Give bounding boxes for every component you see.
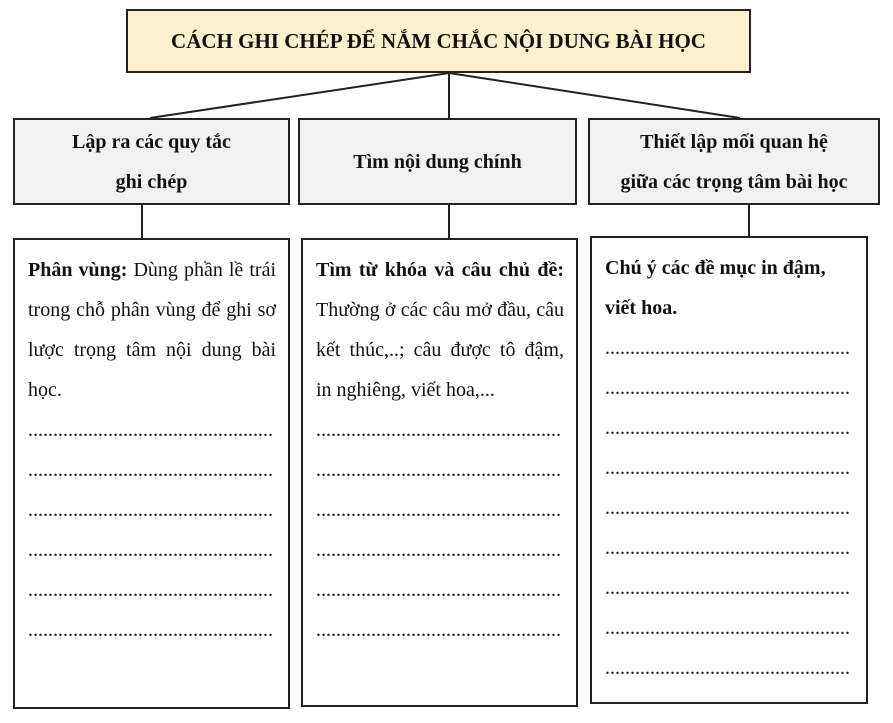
body-3-bold: Chú ý các đề mục in đậm, viết hoa.	[605, 257, 826, 319]
diagram-title: CÁCH GHI CHÉP ĐỂ NẮM CHẮC NỘI DUNG BÀI HỌC	[126, 9, 751, 73]
dotted-line: .................................................	[316, 619, 561, 641]
dotted-line: .................................................	[28, 579, 273, 601]
body-1-text	[28, 250, 276, 410]
dotted-line: .................................................	[605, 377, 850, 399]
dotted-line: .................................................	[605, 537, 850, 559]
body-box-2	[301, 238, 578, 707]
heading-3-line-1: Thiết lập mối quan hệ	[640, 130, 828, 153]
dotted-line: .................................................	[28, 499, 273, 521]
dotted-line: .................................................	[316, 539, 561, 561]
body-3-text	[605, 248, 854, 328]
heading-3-line-2: giữa các trọng tâm bài học	[620, 170, 848, 193]
dotted-line: .................................................	[605, 617, 850, 639]
dotted-line: .................................................	[316, 499, 561, 521]
dotted-line: .................................................	[28, 539, 273, 561]
heading-box-3	[588, 118, 880, 205]
dotted-line: .................................................	[605, 657, 850, 679]
dotted-line: .................................................	[605, 577, 850, 599]
body-box-3	[590, 236, 868, 704]
body-2-normal: Thường ở các câu mở đầu, câu kết thúc,..; câu được tô đậm, in nghiêng, viết hoa,...	[316, 299, 564, 401]
heading-2-line-1: Tìm nội dung chính	[353, 150, 522, 173]
body-1-dotted-lines	[28, 410, 276, 650]
heading-box-1	[13, 118, 290, 205]
body-1-bold: Phân vùng:	[28, 259, 128, 281]
heading-box-2	[298, 118, 577, 205]
body-2-bold: Tìm từ khóa và câu chủ đề:	[316, 259, 564, 281]
dotted-line: .................................................	[28, 419, 273, 441]
body-1-normal: Dùng phần lề trái trong chỗ phân vùng để ghi sơ lược trọng tâm nội dung bài học.	[28, 259, 277, 401]
heading-1-line-2: ghi chép	[115, 170, 188, 193]
body-2-dotted-lines	[316, 410, 564, 650]
dotted-line: .................................................	[316, 419, 561, 441]
body-3-dotted-lines	[605, 328, 854, 688]
heading-1-line-1: Lập ra các quy tắc	[72, 130, 231, 153]
dotted-line: .................................................	[605, 417, 850, 439]
dotted-line: .................................................	[605, 337, 850, 359]
dotted-line: .................................................	[605, 497, 850, 519]
dotted-line: .................................................	[28, 619, 273, 641]
dotted-line: .................................................	[605, 457, 850, 479]
dotted-line: .................................................	[316, 579, 561, 601]
body-box-1	[13, 238, 290, 709]
dotted-line: .................................................	[28, 459, 273, 481]
dotted-line: .................................................	[316, 459, 561, 481]
body-2-text	[316, 250, 564, 410]
